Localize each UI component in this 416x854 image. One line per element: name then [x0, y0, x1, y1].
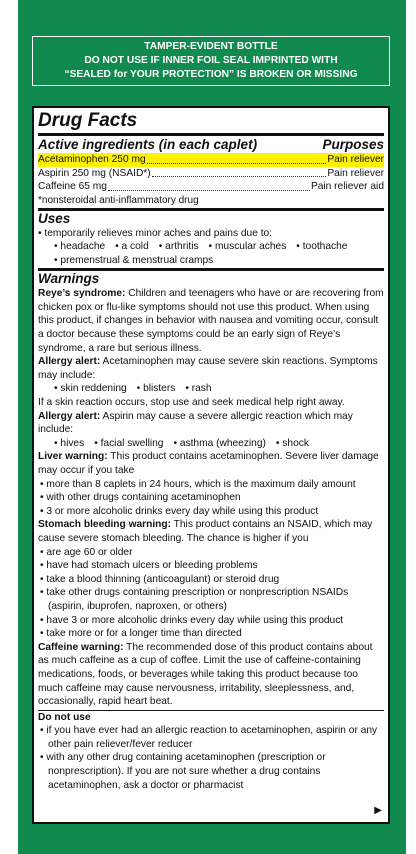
list-item: • are age 60 or older [40, 546, 133, 558]
active-ingredients-label: Active ingredients (in each caplet) [38, 137, 258, 152]
warnings-title: Warnings [38, 271, 100, 287]
allergy-alert-aspirin: Allergy alert: Aspirin may cause a severe allergic reaction which may include: [38, 410, 353, 436]
skin-reaction-note: If a skin reaction occurs, stop use and seek medical help right away. [38, 397, 345, 409]
list-item: • with any other drug containing acetaminophen (prescription or nonprescription). If you are not sure whether a drug contains acetaminophen, ask a doctor or pharmacist [40, 752, 326, 791]
uses-intro: • temporarily relieves minor aches and pains due to: [38, 227, 273, 239]
continue-arrow-icon: ▶ [374, 805, 382, 816]
stomach-bleeding-warning: Stomach bleeding warning: This product contains an NSAID, which may cause severe stomach bleeding. The chance is higher if you [38, 519, 373, 544]
ingredient-row: Acetaminophen 250 mg Pain reliever [38, 154, 384, 165]
list-item: • if you have ever had an allergic reaction to acetaminophen, aspirin or any other pain reliever/fever reducer [40, 725, 378, 750]
list-item: • have had stomach ulcers or bleeding problems [40, 560, 258, 572]
uses-title: Uses [38, 210, 71, 226]
list-item: • 3 or more alcoholic drinks every day while using this product [40, 505, 319, 517]
tamper-evident-notice [32, 36, 390, 86]
uses-list-2: • premenstrual & menstrual cramps [54, 254, 214, 266]
drug-facts-title: Drug Facts [38, 110, 138, 131]
reye-warning: Reye’s syndrome: Children and teenagers who have or are recovering from chicken pox or flu-like symptoms should not use this product. When using this product, if changes in behavior with nausea and vomiting occur, consult a doctor because these symptoms could be an early sign of Reye’s syndrome, a rare but serious illness. [38, 288, 384, 354]
active-ingredients-header [38, 136, 384, 153]
tamper-line-2: DO NOT USE IF INNER FOIL SEAL IMPRINTED WITH [84, 55, 338, 66]
green-panel [18, 0, 406, 854]
liver-warning: Liver warning: This product contains acetaminophen. Severe liver damage may occur if you take [38, 451, 379, 476]
list-item: • with other drugs containing acetaminophen [40, 492, 241, 504]
list-item: • take other drugs containing prescription or nonprescription NSAIDs (aspirin, ibuprofen, naproxen, or others) [40, 587, 349, 612]
list-item: • take a blood thinning (anticoagulant) or steroid drug [40, 573, 280, 585]
do-not-use-title: Do not use [38, 711, 91, 723]
uses-list: • headache • a cold • arthritis • muscular aches • toothache [54, 241, 348, 253]
right-edge [406, 0, 416, 854]
left-edge [0, 0, 18, 854]
purposes-label: Purposes [322, 137, 384, 152]
caffeine-warning: Caffeine warning: The recommended dose of this product contains about as much caffeine as a cup of coffee. Limit the use of caffeine-containing medications, foods, or beverages while taking this product because too much caffeine may cause nervousness, irritability, sleeplessness, and, occasionally, rapid heart beat. [38, 641, 373, 708]
drug-facts-box [32, 106, 390, 824]
allergy-symptoms-list: • skin reddening • blisters • rash [54, 383, 212, 395]
nsaid-footnote: *nonsteroidal anti-inflammatory drug [38, 194, 199, 206]
list-item: • have 3 or more alcoholic drinks every day while using this product [40, 614, 344, 626]
ingredient-row: Caffeine 65 mg Pain reliever aid [38, 181, 384, 192]
tamper-line-1: TAMPER-EVIDENT BOTTLE [144, 41, 278, 52]
aspirin-reaction-list: • hives • facial swelling • asthma (wheezing) • shock [54, 437, 309, 449]
tamper-line-3: “SEALED for YOUR PROTECTION” IS BROKEN OR MISSING [64, 69, 358, 80]
ingredient-row: Aspirin 250 mg (NSAID*) Pain reliever [38, 167, 384, 179]
allergy-alert-acetaminophen: Allergy alert: Acetaminophen may cause severe skin reactions. Symptoms may include: [38, 356, 378, 381]
list-item: • take more or for a longer time than directed [40, 628, 242, 640]
list-item: • more than 8 caplets in 24 hours, which is the maximum daily amount [40, 478, 356, 490]
